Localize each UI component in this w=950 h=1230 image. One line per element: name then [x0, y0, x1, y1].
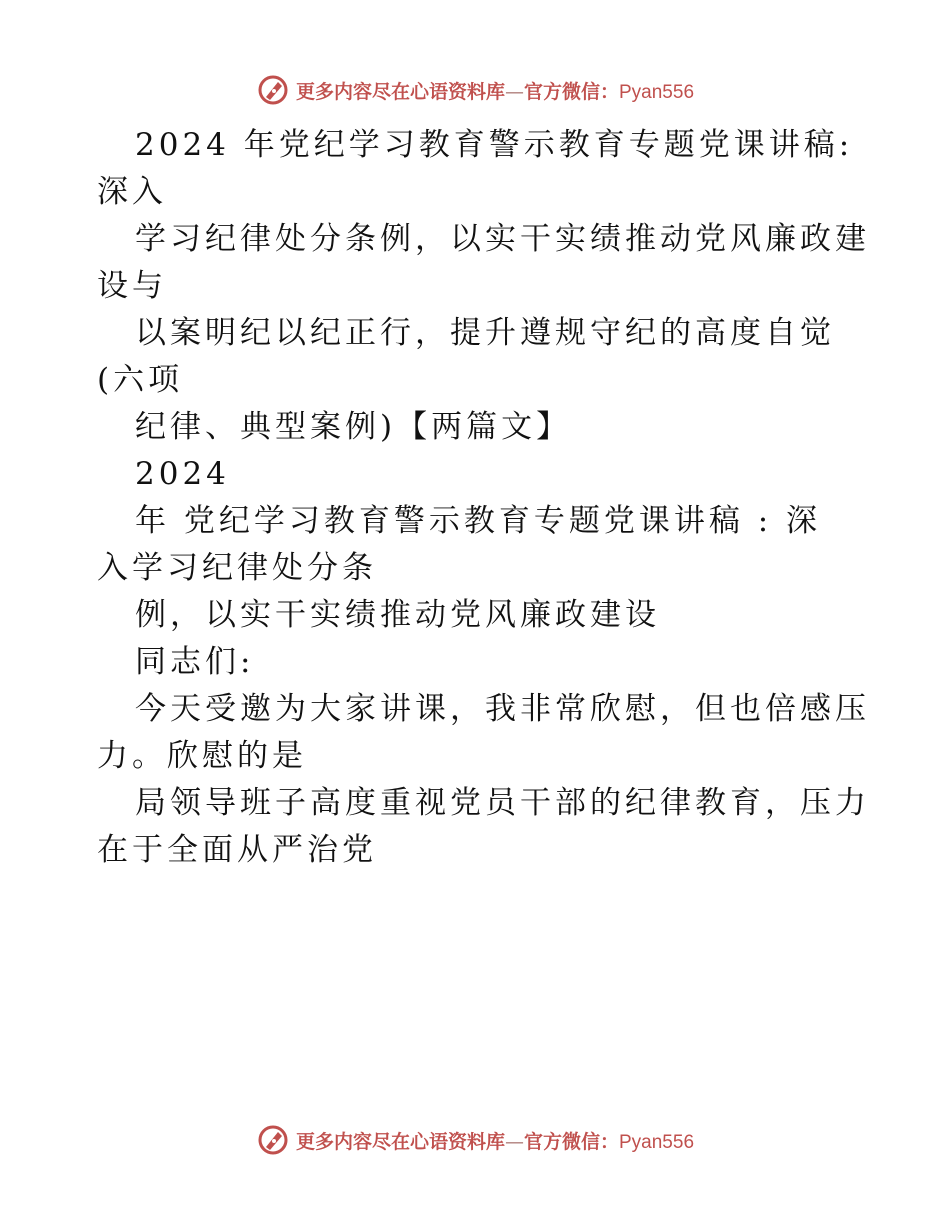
watermark-wechat-id: Pyan556	[619, 81, 695, 103]
watermark-separator: —	[504, 1130, 524, 1153]
body-line: (六项	[97, 362, 184, 398]
body-line: 力。欣慰的是	[97, 738, 307, 774]
watermark-separator: —	[504, 80, 524, 103]
body-line: 以案明纪以纪正行，提升遵规守纪的高度自觉	[135, 315, 835, 351]
body-line: 深入	[97, 174, 167, 210]
body-line: 同志们:	[135, 644, 255, 680]
watermark-wechat-id: Pyan556	[619, 1131, 695, 1153]
watermark-text	[296, 1127, 694, 1154]
document-body	[97, 122, 870, 874]
body-line: 今天受邀为大家讲课，我非常欣慰，但也倍感压	[135, 691, 870, 727]
body-line: 纪律、典型案例)【两篇文】	[135, 409, 572, 445]
body-line: 局领导班子高度重视党员干部的纪律教育，压力	[135, 785, 870, 821]
body-line: 例，以实干实绩推动党风廉政建设	[135, 597, 660, 633]
watermark-brand: 更多内容尽在心语资料库	[295, 80, 505, 103]
body-line: 入学习纪律处分条	[97, 550, 377, 586]
header-watermark	[0, 70, 950, 110]
pen-nib-circle-icon	[256, 73, 290, 107]
watermark-official-label: 官方微信：	[523, 1130, 619, 1153]
watermark-official-label: 官方微信：	[523, 80, 619, 103]
body-line: 设与	[97, 268, 167, 304]
body-line: 在于全面从严治党	[97, 832, 377, 868]
watermark-brand: 更多内容尽在心语资料库	[295, 1130, 505, 1153]
footer-watermark	[0, 1120, 950, 1160]
pen-nib-circle-icon	[256, 1123, 290, 1157]
body-line: 2024	[135, 456, 230, 492]
body-line: 年 党纪学习教育警示教育专题党课讲稿 : 深	[135, 503, 822, 539]
body-line: 学习纪律处分条例，以实干实绩推动党风廉政建	[135, 221, 870, 257]
body-line: 2024 年党纪学习教育警示教育专题党课讲稿:	[135, 127, 854, 163]
watermark-text	[296, 77, 694, 104]
